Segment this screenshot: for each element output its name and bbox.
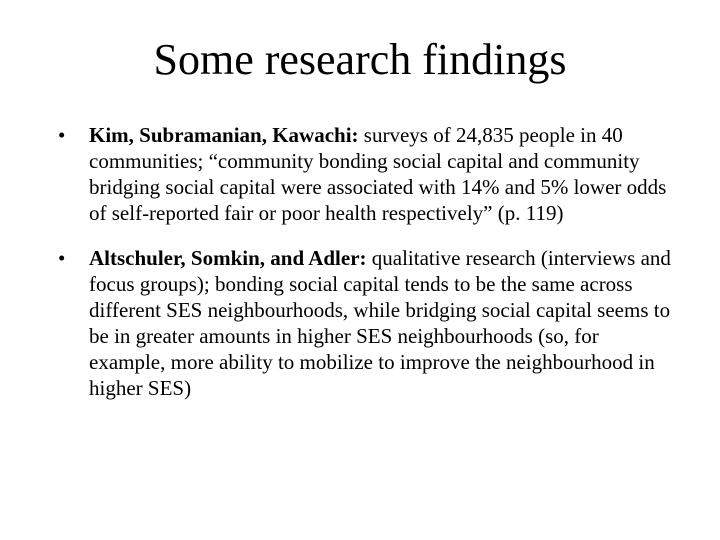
bullet-text: surveys of 24,835 people in 40 communities; “community bonding social capital and community bridging social capital were associated with 14% and 5% lower odds of self-reported fair or poor health respectively” (p. 119) <box>89 123 667 225</box>
bullet-marker-icon: • <box>58 123 66 147</box>
bullet-item <box>56 122 676 226</box>
bullet-list <box>56 122 676 420</box>
bullet-marker-icon: • <box>58 246 66 270</box>
bullet-lead-authors: Altschuler, Somkin, and Adler: <box>89 246 367 270</box>
bullet-item <box>56 245 676 401</box>
bullet-lead-authors: Kim, Subramanian, Kawachi: <box>89 123 359 147</box>
bullet-text: qualitative research (interviews and focus groups); bonding social capital tends to be the same across different SES neighbourhoods, while bridging social capital seems to be in greater amounts in higher SES neighbourhoods (so, for example, more ability to mobilize to improve the neighbourhood in higher SES) <box>89 246 671 400</box>
slide-title: Some research findings <box>153 35 567 84</box>
